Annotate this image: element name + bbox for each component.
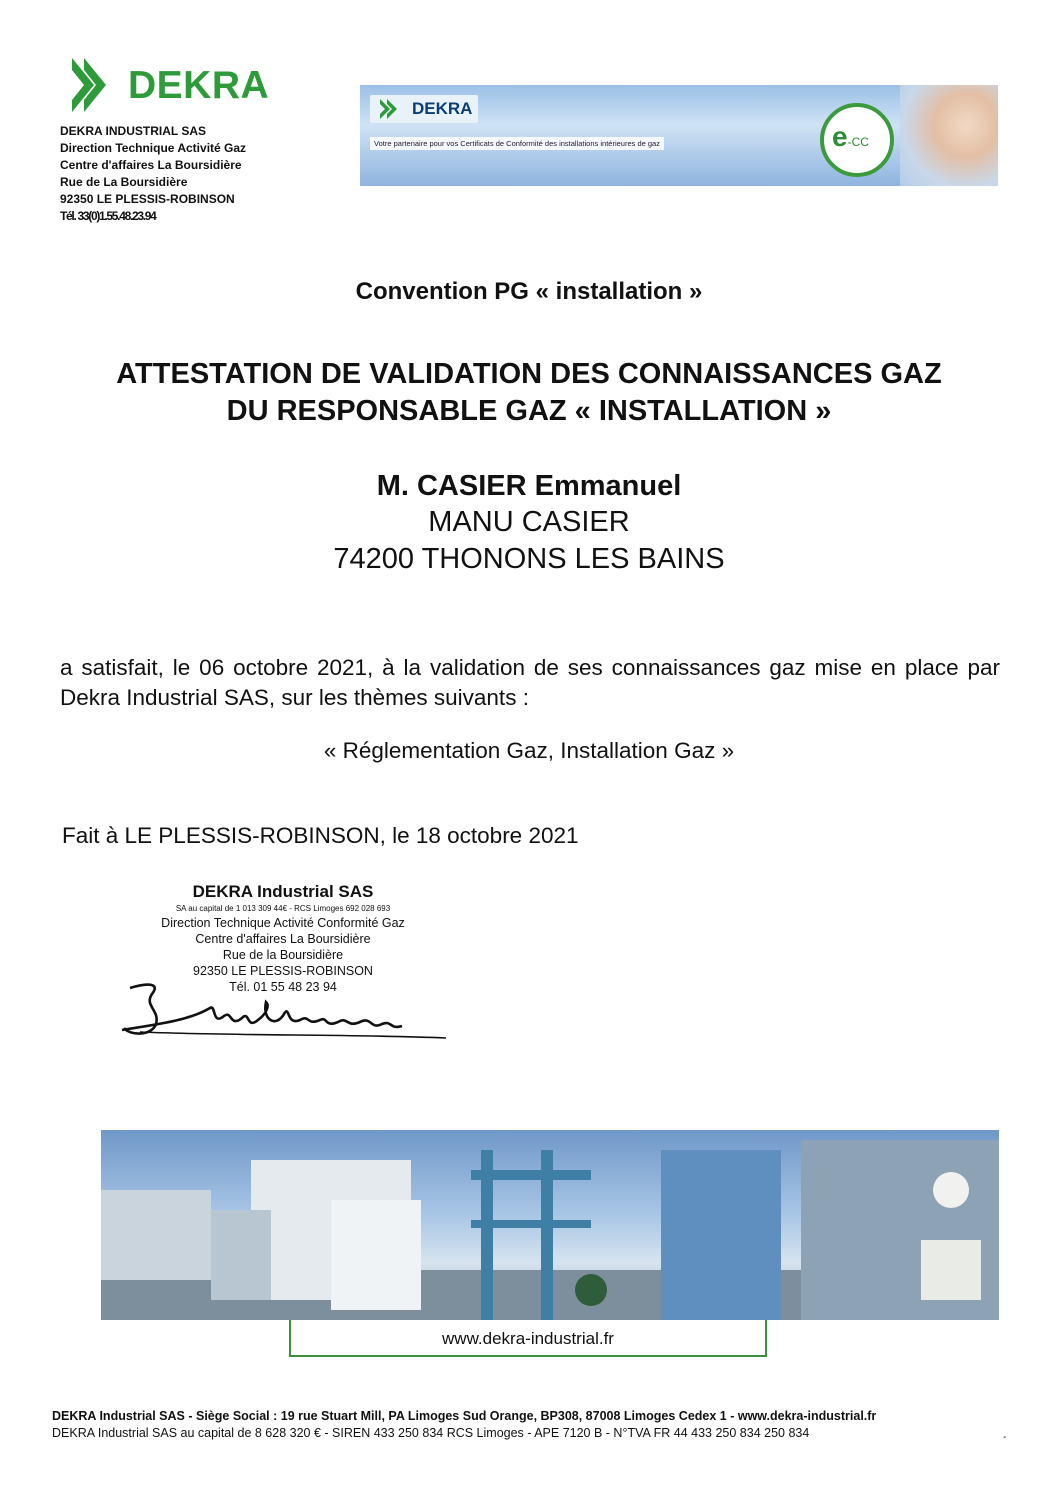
signature [120, 980, 450, 1042]
stamp-line: Tél. 01 55 48 23 94 [229, 980, 337, 994]
issuer-address [60, 123, 246, 225]
footer-line2: DEKRA Industrial SAS au capital de 8 628 320 € - SIREN 433 250 834 RCS Limoges - APE 7120 B - N°TVA FR 44 433 250 834 250 834 [52, 1426, 810, 1440]
attestation-body: a satisfait, le 06 octobre 2021, à la validation de ses connaissances gaz mise en place par Dekra Industrial SAS, sur les thèmes suivants : [60, 655, 1000, 710]
attestation-title-line2: DU RESPONSABLE GAZ « INSTALLATION » [226, 395, 832, 427]
place-date: Fait à LE PLESSIS-ROBINSON, le 18 octobre 2021 [62, 823, 579, 848]
company-stamp [98, 881, 468, 995]
industrial-photo-band [101, 1130, 999, 1320]
convention-title: Convention PG « installation » [355, 278, 703, 305]
person-city: 74200 THONONS LES BAINS [333, 543, 725, 575]
themes: « Réglementation Gaz, Installation Gaz » [323, 738, 735, 763]
dekra-logo-icon [66, 56, 126, 114]
issuer-line: 92350 LE PLESSIS-ROBINSON [60, 192, 235, 206]
stamp-line: Centre d'affaires La Boursidière [195, 932, 371, 946]
stamp-line: Rue de la Boursidière [222, 948, 344, 962]
dekra-logo [66, 56, 276, 114]
banner-logo-text: DEKRA [412, 99, 473, 118]
issuer-line: Centre d'affaires La Boursidière [60, 158, 242, 172]
stamp-company-name: DEKRA Industrial SAS [192, 882, 374, 901]
ecc-sub: -CC [847, 135, 869, 149]
issuer-line: Rue de La Boursidière [60, 175, 188, 189]
dekra-arrow-icon [376, 95, 412, 123]
ecc-text [832, 121, 869, 153]
page-mark: - [1003, 1432, 1007, 1443]
website-box [289, 1320, 767, 1357]
footer-line1: DEKRA Industrial SAS - Siège Social : 19 rue Stuart Mill, PA Limoges Sud Orange, BP308, 87008 Limoges Cedex 1 - www.dekra-industrial.fr [52, 1409, 877, 1423]
stamp-line: Direction Technique Activité Conformité Gaz [161, 916, 405, 930]
banner-photo [900, 85, 998, 186]
header-banner [360, 85, 998, 186]
attestation-title-line1: ATTESTATION DE VALIDATION DES CONNAISSANCES GAZ [116, 358, 942, 390]
banner-logo [370, 95, 478, 123]
banner-tagline: Votre partenaire pour vos Certificats de Conformité des installations intérieures de gaz [370, 137, 664, 150]
stamp-line: 92350 LE PLESSIS-ROBINSON [193, 964, 373, 978]
issuer-line: DEKRA INDUSTRIAL SAS [60, 124, 207, 138]
website-link[interactable]: www.dekra-industrial.fr [442, 1329, 614, 1348]
person-name: M. CASIER Emmanuel [376, 470, 682, 502]
issuer-line: Direction Technique Activité Gaz [60, 141, 247, 155]
ecc-main: e [832, 121, 848, 152]
stamp-capital: SA au capital de 1 013 309 44€ - RCS Limoges 692 028 693 [175, 904, 391, 913]
ecc-badge [820, 103, 894, 177]
issuer-phone: Tél. 33(0)1.55.48.23.94 [60, 209, 156, 223]
person-company: MANU CASIER [428, 506, 630, 538]
logo-text: DEKRA [128, 64, 270, 107]
